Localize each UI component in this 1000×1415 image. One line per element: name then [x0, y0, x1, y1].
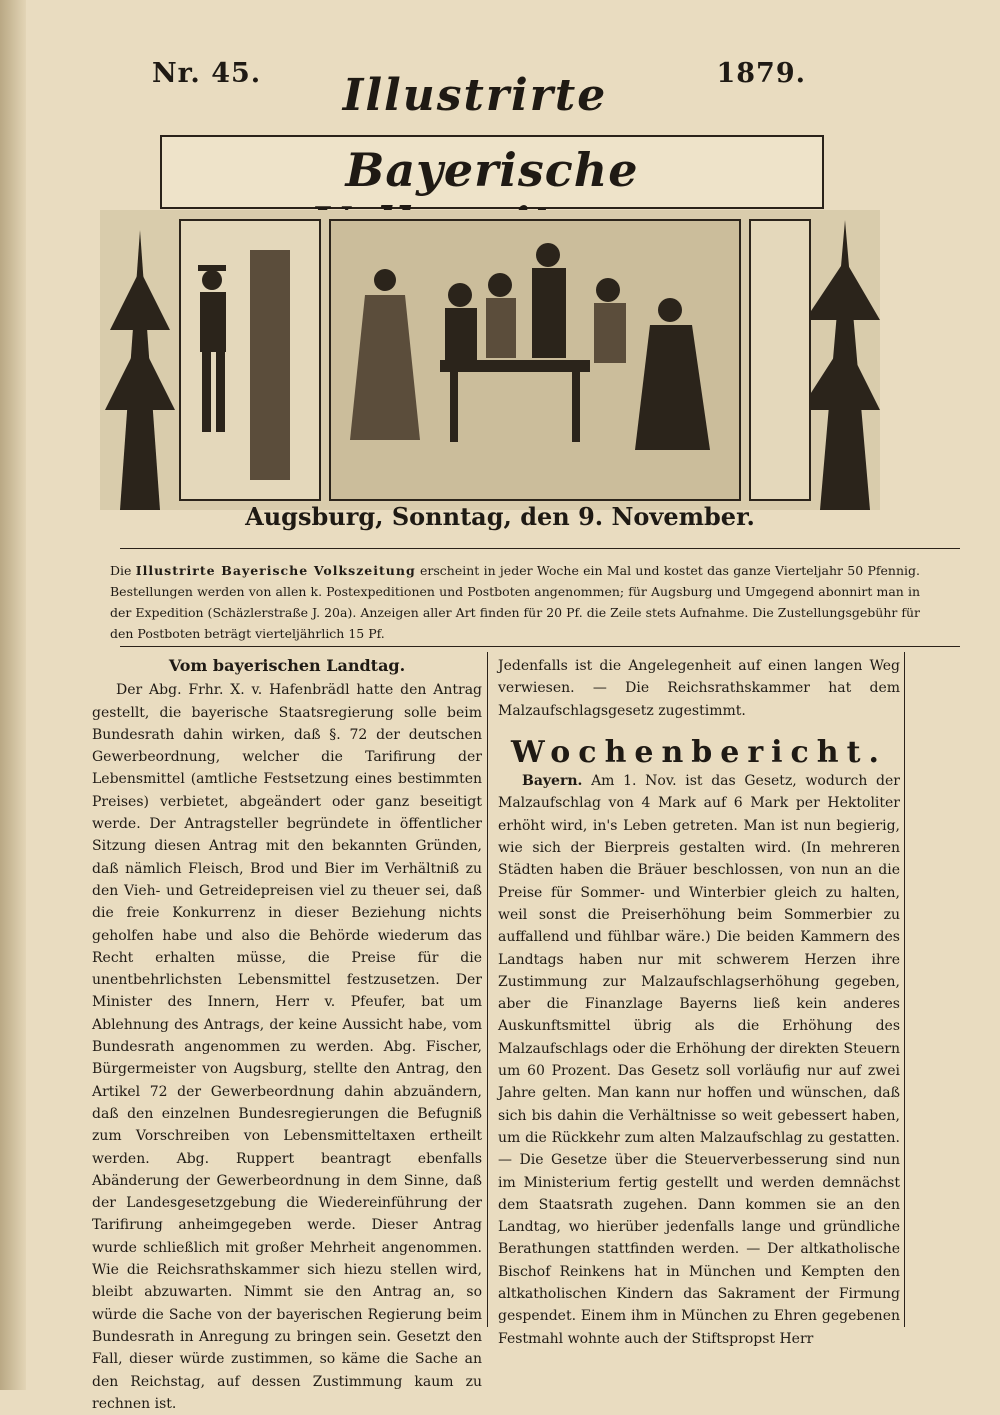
article-heading-wochenbericht: Wochenbericht. — [511, 734, 887, 770]
page-gutter-shadow — [0, 0, 26, 1390]
notice-text: erscheint in jeder Woche ein Mal und kostet das ganze Vierteljahr 50 Pfennig. Bestellungen werden von allen k. Postexpeditionen und Postboten angenommen; für Augsburg und Umgegend abonnirt man in der Expedition (Schäzlerstraße J. 20a). Anzeigen aller Art finden für 20 Pf. die Zeile stets Aufnahme. Die Zustellungsgebühr für den Postboten beträgt vierteljährlich 15 Pf. — [110, 563, 920, 641]
article-column-right — [498, 655, 900, 1350]
wochenbericht-text: Am 1. Nov. ist das Gesetz, wodurch der Malzaufschlag von 4 Mark auf 6 Mark per Hektoliter erhöht wird, in's Leben getreten. Man ist nun begierig, wie sich der Bierpreis gestalten wird. (In mehreren Städten haben die Bräuer beschlossen, von nun an die Preise für Sommer- und Winterbier gleich zu halten, weil sonst die Preiserhöhung beim Sommerbier zu auffallend und fühlbar wäre.) Die beiden Kammern des Landtags haben nur mit schwerem Herzen ihre Zustimmung zur Malzaufschlagserhöhung gegeben, aber die Finanzlage Bayerns ließ kein anderes Auskunftsmittel übrig als die Erhöhung des Malzaufschlags oder die Erhöhung der direkten Steuern um 60 Prozent. Das Gesetz soll vorläufig nur auf zwei Jahre gelten. Man kann nur hoffen und wünschen, daß sich bis dahin die Verhältnisse so weit gebessert haben, um die Rückkehr zum alten Malzaufschlag zu gestatten. — Die Gesetze über die Steuerverbesserung sind nun im Ministerium fertig gestellt und werden demnächst dem Staatsrath zugehen. Dann kommen sie an den Landtag, wo hierüber jedenfalls lange und gründliche Berathungen stattfinden werden. — Der altkatholische Bischof Reinkens hat in München und Kempten den altkatholischen Kindern das Sakrament der Firmung gespendet. Einem ihm in München zu Ehren gegebenen Festmahl wohnte auch der Stiftspropst Herr — [498, 773, 900, 1347]
article-column-left — [92, 655, 482, 1415]
column-divider — [487, 652, 488, 1327]
rule-below-notice — [120, 646, 960, 647]
notice-paper-name: Illustrirte Bayerische Volkszeitung — [135, 563, 416, 578]
dateline: Augsburg, Sonntag, den 9. November. — [245, 502, 755, 531]
title-line-1: Illustrirte — [342, 70, 608, 121]
masthead — [40, 40, 960, 540]
article-continuation: Jedenfalls ist die Angelegenheit auf einen langen Weg verwiesen. — Die Reichsrathskammer hat dem Malzaufschlagsgesetz zugestimmt. — [498, 658, 900, 719]
section-lead-bayern: Bayern. — [522, 773, 583, 790]
title-line-2: Bayerische — [345, 143, 639, 197]
notice-lead: Die — [110, 563, 132, 578]
masthead-engraving — [100, 210, 880, 510]
article-body-landtag: Der Abg. Frhr. X. v. Hafenbrädl hatte den Antrag gestellt, die bayerische Staatsregierung solle beim Bundesrath dahin wirken, daß §. 72 der deutschen Gewerbeordnung, welcher die Tarifirung der Lebensmittel (amtliche Festsetzung eines bestimmten Preises) verbietet, abgeändert oder ganz beseitigt werde. Der Antragsteller begründete in öffentlicher Sitzung diesen Antrag mit den bekannten Gründen, daß nämlich Fleisch, Brod und Bier im Verhältniß zu den Vieh- und Getreidepreisen viel zu theuer sei, daß die freie Konkurrenz in dieser Beziehung nichts geholfen habe und also die Behörde wiederum das Recht erhalten müsse, die Preise für die unentbehrlichsten Lebensmittel festzusetzen. Der Minister des Innern, Herr v. Pfeufer, bat um Ablehnung des Antrags, der keine Aussicht habe, vom Bundesrath angenommen zu werden. Abg. Fischer, Bürgermeister von Augsburg, stellte den Antrag, den Artikel 72 der Gewerbeordnung dahin abzuändern, daß den einzelnen Bundesregierungen die Befugniß zum Vorschreiben von Lebensmitteltaxen ertheilt werden. Abg. Ruppert beantragt ebenfalls Abänderung der Gewerbeordnung in dem Sinne, daß der Landesgesetzgebung die Wiedereinführung der Tarifirung anheimgegeben werde. Dieser Antrag wurde schließlich mit großer Mehrheit angenommen. Wie die Reichsrathskammer sich hiezu stellen wird, bleibt abzuwarten. Nimmt sie den Antrag an, so würde die Sache von der bayerischen Regierung beim Bundesrath in Anregung zu bringen sein. Gesetzt den Fall, dieser würde zustimmen, so käme die Sache an den Reichstag, auf dessen Zustimmung kaum zu rechnen ist. — [92, 682, 482, 1412]
article-heading-landtag: Vom bayerischen Landtag. — [168, 656, 406, 675]
issue-year: 1879. — [716, 58, 806, 89]
rule-top — [120, 548, 960, 549]
column-divider-right — [904, 652, 905, 1327]
newspaper-page — [40, 40, 960, 1412]
article-body-wochenbericht — [498, 770, 900, 1350]
subscription-notice — [110, 560, 920, 644]
issue-number: Nr. 45. — [152, 58, 262, 89]
title-banner — [160, 135, 824, 209]
